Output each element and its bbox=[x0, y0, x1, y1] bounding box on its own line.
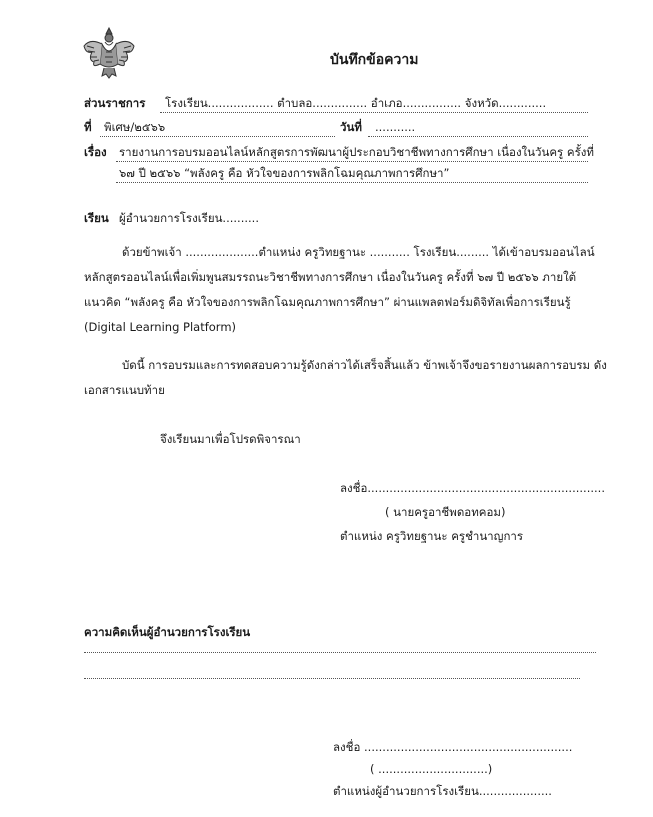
body-p2-line-1: บัดนี้ การอบรมและการทดสอบความรู้ดังกล่าวได้เสร็จสิ้นแล้ว ข้าพเจ้าจึงขอรายงานผลการอบรม ดัง bbox=[122, 358, 607, 372]
garuda-emblem-icon bbox=[80, 24, 138, 82]
signer-name: ( นายครูอาชีพดอทคอม) bbox=[385, 505, 506, 519]
dept-underline bbox=[160, 112, 588, 113]
signature-line: ลงชื่อ................................................................. bbox=[340, 481, 605, 495]
director-position: ตำแหน่งผู้อำนวยการโรงเรียน.................... bbox=[333, 784, 552, 798]
dept-label: ส่วนราชการ bbox=[84, 96, 146, 110]
doc-no-label: ที่ bbox=[84, 120, 92, 134]
to-value: ผู้อำนวยการโรงเรียน.......... bbox=[119, 211, 259, 225]
date-label: วันที่ bbox=[340, 120, 362, 134]
subject-line-2: ๖๗ ปี ๒๕๖๖ “พลังครู คือ หัวใจของการพลิกโฉมคุณภาพการศึกษา” bbox=[119, 166, 450, 180]
body-p1-line-4: (Digital Learning Platform) bbox=[84, 320, 237, 334]
body-p1-line-3: แนวคิด “พลังครู คือ หัวใจของการพลิกโฉมคุณภาพการศึกษา” ผ่านแพลตฟอร์มดิจิทัลเพื่อการเรียนรู้ bbox=[84, 295, 571, 309]
director-signature-line: ลงชื่อ ......................................................... bbox=[333, 740, 573, 754]
body-p2-line-2: เอกสารแนบท้าย bbox=[84, 383, 165, 397]
to-label: เรียน bbox=[84, 211, 109, 225]
opinion-label: ความคิดเห็นผู้อำนวยการโรงเรียน bbox=[84, 625, 251, 639]
closing-text: จึงเรียนมาเพื่อโปรดพิจารณา bbox=[160, 432, 301, 446]
director-name: ( ..............................) bbox=[370, 762, 493, 776]
subject-label: เรื่อง bbox=[84, 145, 107, 159]
subject-underline-1 bbox=[116, 161, 588, 162]
date-underline bbox=[368, 136, 588, 137]
signer-position: ตำแหน่ง ครูวิทยฐานะ ครูชำนาญการ bbox=[340, 529, 524, 543]
opinion-line-1 bbox=[84, 652, 596, 653]
memo-title: บันทึกข้อความ bbox=[330, 52, 419, 68]
body-p1-line-1: ด้วยข้าพเจ้า ....................ตำแหน่ง ครูวิทยฐานะ ........... โรงเรียน......... ได้เข้าอบรมออนไลน์ bbox=[122, 245, 595, 259]
doc-no-underline bbox=[100, 136, 335, 137]
dept-value: โรงเรียน.................. ตำบลอ............... อำเภอ................ จังหวัด............. bbox=[165, 96, 547, 110]
body-p1-line-2: หลักสูตรออนไลน์เพื่อเพิ่มพูนสมรรถนะวิชาชีพทางการศึกษา เนื่องในวันครู ครั้งที่ ๖๗ ปี ๒๕๖๖ ภายใต้ bbox=[84, 270, 577, 284]
subject-line-1: รายงานการอบรมออนไลน์หลักสูตรการพัฒนาผู้ประกอบวิชาชีพทางการศึกษา เนื่องในวันครู ครั้งที่ bbox=[119, 145, 594, 159]
subject-underline-2 bbox=[116, 182, 588, 183]
doc-no-value: พิเศษ/๒๕๖๖ bbox=[104, 120, 166, 134]
opinion-line-2 bbox=[84, 678, 580, 679]
date-value: ........... bbox=[375, 120, 416, 134]
